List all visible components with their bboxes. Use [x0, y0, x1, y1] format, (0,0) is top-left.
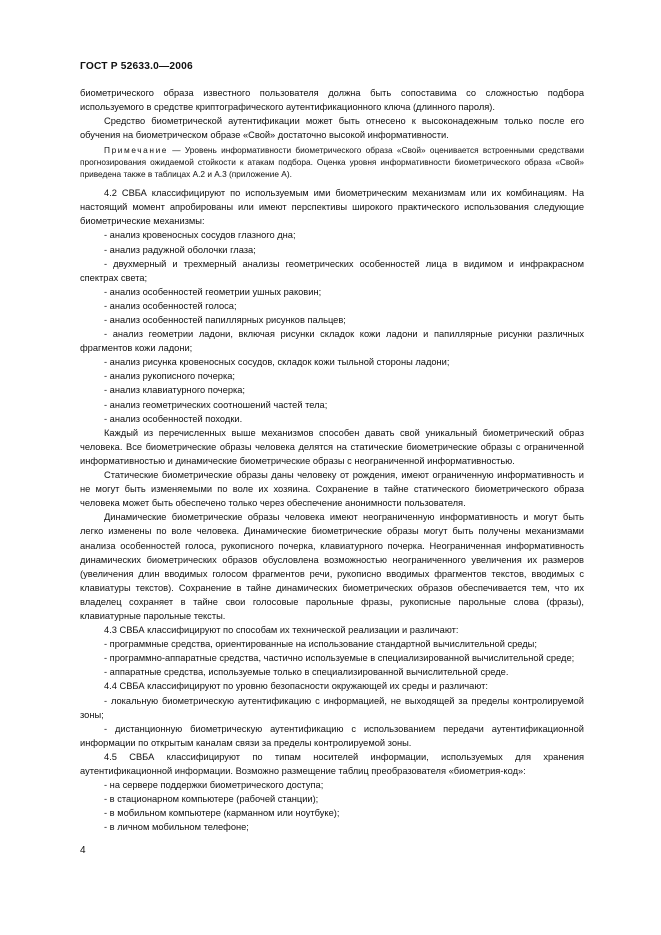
list-item: - дистанционную биометрическую аутентификацию с использованием передачи аутентификационной информации по открытым каналам связи за пределы контролируемой зоны.	[80, 723, 584, 748]
paragraph: Каждый из перечисленных выше механизмов способен давать свой уникальный биометрический образ человека. Все биометрические образы человека делятся на статические биометрические образы с ограниченной информативностью и динамические биометрические образы с неограниченной информативностью.	[80, 427, 584, 466]
list-item: - анализ кровеносных сосудов глазного дна;	[104, 230, 296, 241]
list-item: - программные средства, ориентированные на использование стандартной вычислительной среды;	[104, 639, 537, 650]
list-item: - анализ особенностей папиллярных рисунков пальцев;	[104, 315, 346, 325]
list-item: - анализ рукописного почерка;	[104, 371, 236, 382]
list-item: - анализ клавиатурного почерка;	[104, 385, 246, 396]
document-header: ГОСТ Р 52633.0—2006	[80, 61, 193, 72]
page-number: 4	[80, 845, 86, 856]
list-item: - анализ геометрических соотношений частей тела;	[104, 399, 328, 410]
section-4-4-intro: 4.4 СВБА классифицируют по уровню безопасности окружающей их среды и различают:	[104, 681, 488, 692]
section-4-3-intro: 4.3 СВБА классифицируют по способам их технической реализации и различают:	[104, 625, 459, 636]
list-item: - анализ особенностей геометрии ушных раковин;	[104, 286, 322, 297]
note	[80, 145, 584, 180]
list-item: - на сервере поддержки биометрического доступа;	[104, 780, 324, 791]
note-label: Примечание	[104, 145, 169, 156]
paragraph: Динамические биометрические образы человека имеют неограниченную информативность и могут быть легко изменены по воле человека. Динамические биометрические образы могут быть получены механизмами анализа особенностей голоса, рукописного почерка, клавиатурного почерка. Неограниченная информативность динамических биометрических образов обусловлена возможностью неограниченного увеличения их размеров (увеличения длин вводимых голосом фрагментов речи, рукописно вводимых фрагментов текстов, вводимых с клавиатуры текстов). Сохранение в тайне динамических биометрических образов обеспечивается тем, что их владелец сохраняет в тайне свои голосовые парольные фразы, рукописные парольные слова (фразы), клавиатурные парольные тексты.	[80, 512, 584, 621]
list-item: - аппаратные средства, используемые только в специализированной вычислительной среде.	[104, 667, 509, 678]
list-item: - анализ геометрии ладони, включая рисунки складок кожи ладони и папиллярные рисунки различных фрагментов кожи ладони;	[80, 329, 584, 354]
list-item: - анализ особенностей голоса;	[104, 300, 237, 311]
list-item: - в мобильном компьютере (карманном или ноутбуке);	[104, 808, 340, 819]
list-item: - в личном мобильном телефоне;	[104, 822, 249, 833]
paragraph: биометрического образа известного пользователя должна быть сопоставима со сложностью подбора используемого в средстве криптографического аутентификационного ключа (длинного пароля).	[80, 88, 584, 113]
list-item: - анализ радужной оболочки глаза;	[104, 244, 256, 255]
list-item: - анализ особенностей походки.	[104, 413, 243, 424]
list-item: - локальную биометрическую аутентификацию с информацией, не выходящей за пределы контролируемой зоны;	[80, 695, 584, 720]
list-item: - анализ рисунка кровеносных сосудов, складок кожи тыльной стороны ладони;	[104, 357, 450, 368]
list-item: - программно-аппаратные средства, частично используемые в специализированной вычислительной среде;	[104, 653, 575, 664]
paragraph: Статические биометрические образы даны человеку от рождения, имеют ограниченную информативность и не могут быть изменяемыми по воле их хозяина. Сохранение в тайне статического биометрического образа человека может быть обеспечено только через обеспечение анонимности пользователя.	[80, 470, 584, 509]
paragraph: Средство биометрической аутентификации может быть отнесено к высоконадежным только после его обучения на биометрическом образе «Свой» достаточно высокой информативности.	[80, 116, 584, 141]
section-4-2-intro: 4.2 СВБА классифицируют по используемым ими биометрическим механизмам или их комбинациям. На настоящий момент апробированы или имеют перспективы широкого практического использования следующие биометрические механизмы:	[80, 188, 584, 227]
section-4-5-intro: 4.5 СВБА классифицируют по типам носителей информации, используемых для хранения аутентификационной информации. Возможно размещение таблиц преобразователя «биометрия-код»:	[80, 751, 584, 776]
note-text: — Уровень информативности биометрического образа «Свой» оценивается встроенными средствами прогнозирования ожидаемой стойкости к атакам подбора. Оценка уровня информативности биометрического образа «Свой» приведена также в таблицах А.2 и А.3 (приложение А).	[80, 145, 584, 179]
list-item: - двухмерный и трехмерный анализы геометрических особенностей лица в видимом и инфракрасном спектрах света;	[80, 258, 584, 283]
list-item: - в стационарном компьютере (рабочей станции);	[104, 794, 319, 805]
page-body	[80, 86, 584, 834]
